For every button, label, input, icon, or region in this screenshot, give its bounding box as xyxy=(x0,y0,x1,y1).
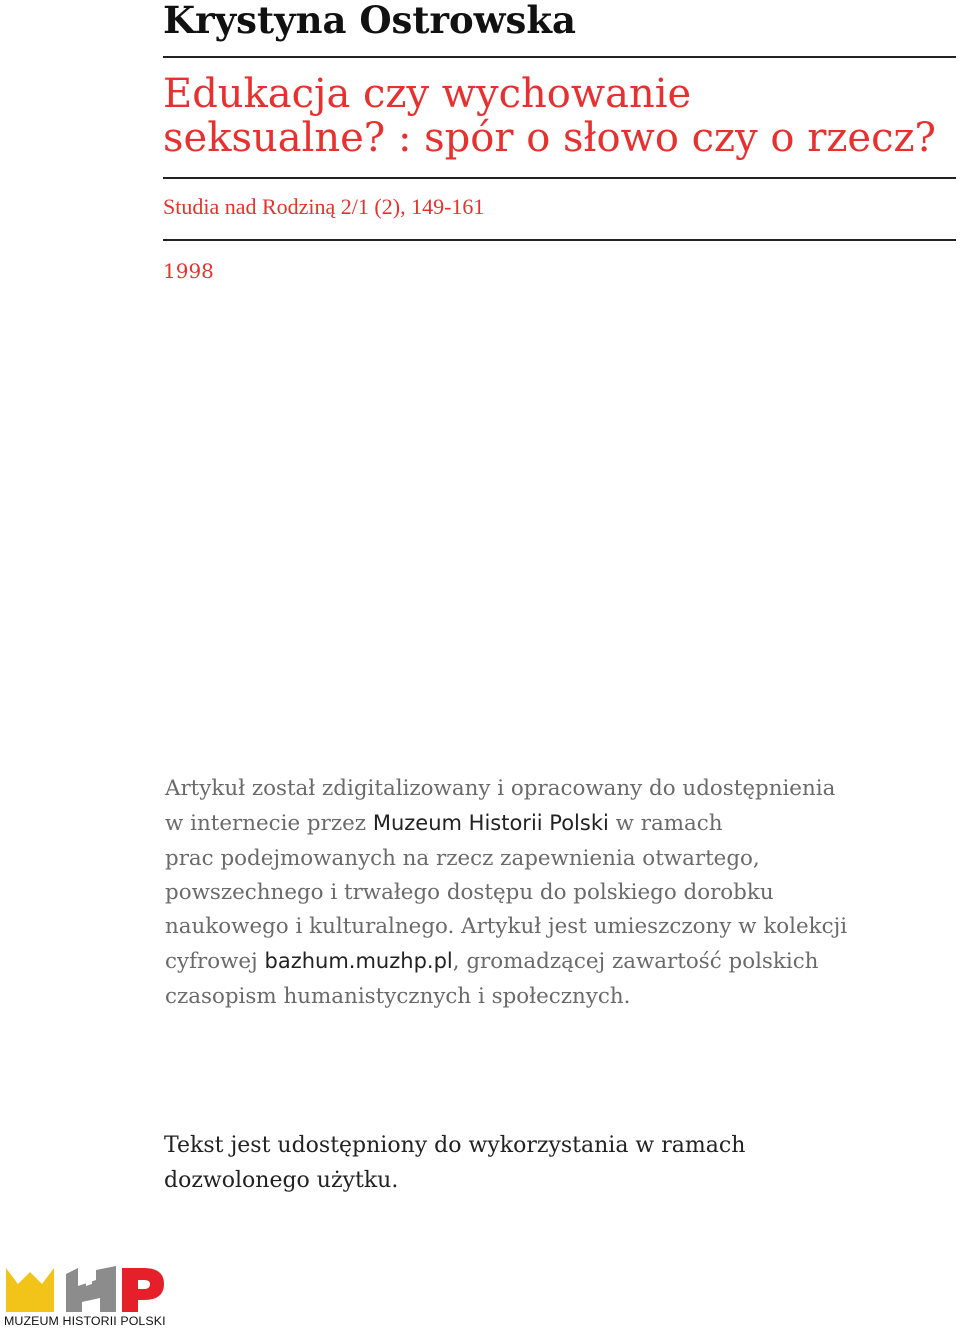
bazhum-link[interactable]: bazhum.muzhp.pl xyxy=(264,949,453,974)
journal-citation: Studia nad Rodziną 2/1 (2), 149-161 xyxy=(163,194,485,219)
logo-h-shape xyxy=(66,1266,116,1312)
logo-p-hole xyxy=(138,1280,150,1289)
logo-label: MUZEUM HISTORII POLSKI xyxy=(4,1314,166,1328)
divider-middle xyxy=(163,177,956,179)
notice-line: czasopism humanistycznych i społecznych. xyxy=(165,983,631,1009)
usage-line: dozwolonego użytku. xyxy=(164,1168,399,1193)
logo-m-shape xyxy=(6,1268,54,1312)
logo-p-shape xyxy=(122,1268,164,1312)
publication-year: 1998 xyxy=(163,259,214,283)
logo-h-notch xyxy=(86,1274,92,1286)
article-title-line-2: seksualne? : spór o słowo czy o rzecz? xyxy=(163,115,936,161)
notice-text: w ramach xyxy=(608,811,723,837)
notice-text: cyfrowej xyxy=(165,949,265,975)
mhp-logo-icon xyxy=(4,1264,168,1314)
notice-line: Artykuł został zdigitalizowany i opracowany do udostępnienia xyxy=(165,776,836,801)
usage-notice xyxy=(164,1128,944,1198)
notice-line: prac podejmowanych na rzecz zapewnienia otwartego, xyxy=(165,845,760,871)
notice-line: powszechnego i trwałego dostępu do polskiego dorobku xyxy=(165,879,774,905)
muzeum-historii-polski-logo xyxy=(4,1264,168,1330)
notice-text: , gromadzącej zawartość polskich xyxy=(452,949,819,975)
divider-top xyxy=(163,56,956,58)
notice-line xyxy=(165,944,945,979)
article-title xyxy=(163,72,943,160)
notice-line: naukowego i kulturalnego. Artykuł jest umieszczony w kolekcji xyxy=(165,914,848,940)
notice-text: w internecie przez xyxy=(165,811,373,837)
muzeum-link[interactable]: Muzeum Historii Polski xyxy=(372,811,609,836)
divider-bottom xyxy=(163,239,956,241)
usage-line: Tekst jest udostępniony do wykorzystania w ramach xyxy=(164,1133,746,1158)
article-title-line-1: Edukacja czy wychowanie xyxy=(163,71,692,117)
notice-line xyxy=(165,806,945,841)
digitization-notice xyxy=(165,772,945,1014)
author-name: Krystyna Ostrowska xyxy=(163,0,576,42)
